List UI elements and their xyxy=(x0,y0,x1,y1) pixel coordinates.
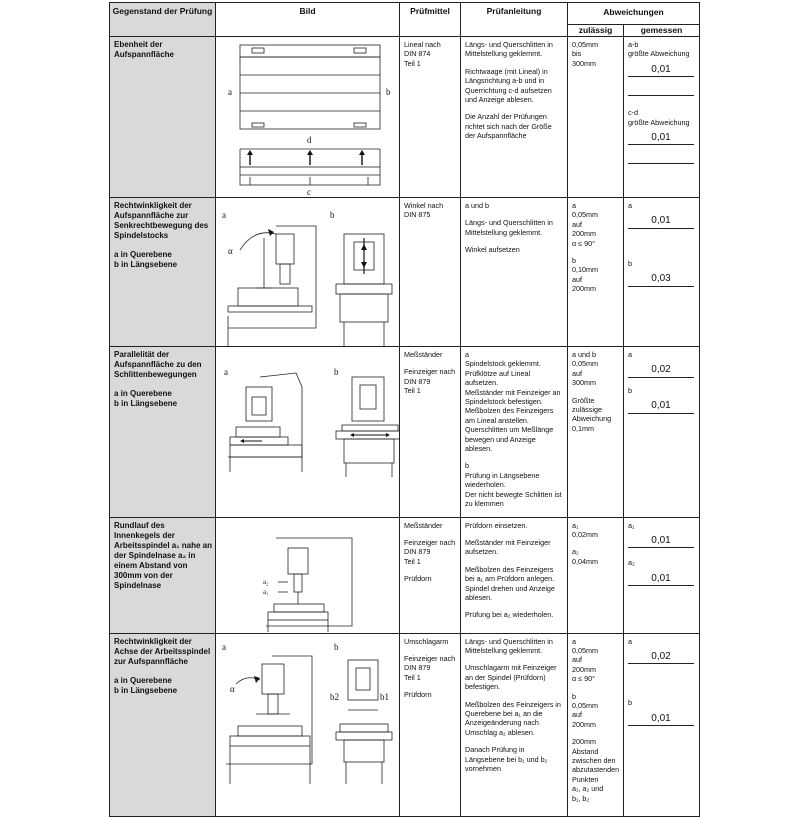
measured-value: 0,01 xyxy=(628,574,694,586)
row-subject: Rundlauf des Innenkegels der Arbeitsspindel a₁ nahe an der Spindelnase a₂ in einem Abstand von 300mm von der Spindelnase xyxy=(114,520,212,590)
allowed-value: 200mm Abstand zwischen den abzutastenden Punkten a₁, a₂ und b₁, b₂ xyxy=(572,737,620,803)
row-subject: Parallelität der Aufspannfläche zu den Schlittenbewegungen xyxy=(114,350,202,379)
instruction-line: Prüfung bei a₂ wiederholen. xyxy=(465,610,554,620)
header-image: Bild xyxy=(216,3,400,37)
blank-line xyxy=(628,77,694,96)
measured-value: 0,03 xyxy=(628,274,694,286)
header-measured: gemessen xyxy=(624,25,700,37)
measured-label: b xyxy=(628,698,632,708)
drawing-runout xyxy=(216,517,400,633)
header-instruction: Prüfanleitung xyxy=(461,3,568,37)
label-a: a xyxy=(222,210,226,220)
instruction-line: Umschlagarm mit Feinzeiger an der Spindel (Prüfdorn) befestigen. xyxy=(465,663,557,692)
measured-label: a xyxy=(628,636,632,646)
measured-label: b xyxy=(628,258,632,268)
row-tool: Feinzeiger nach DIN 879 Teil 1 xyxy=(404,537,456,566)
allowed-value: b 0,10mm auf 200mm xyxy=(572,256,598,294)
measured-value: 0,01 xyxy=(628,714,694,726)
instruction-line: b Prüfung in Längsebene wiederholen. Der nicht bewegte Schlitten ist zu klemmen xyxy=(465,461,562,509)
allowed-value: a 0,05mm auf 200mm α ≤ 90° xyxy=(572,636,598,684)
label-c: c xyxy=(307,187,311,197)
instruction-line: Prüfdorn einsetzen. xyxy=(465,520,528,530)
measured-label: c-d größte Abweichung xyxy=(628,108,690,127)
header-tool: Prüfmittel xyxy=(400,3,461,37)
drawing-parallelism xyxy=(216,347,400,518)
label-alpha: α xyxy=(228,246,233,256)
row-subject: Rechtwinkligkeit der Aufspannfläche zur Senkrechtbewegung des Spindelstocks xyxy=(114,201,209,240)
label-d: d xyxy=(307,135,312,145)
instruction-line: Richtwaage (mit Lineal) in Längsrichtung a-b und in Querrichtung c-d aufsetzen und Anzeige ablesen. xyxy=(465,66,552,105)
measured-value: 0,02 xyxy=(628,652,694,664)
instruction-line: Meßbolzen des Feinzeigers bei a₁ am Prüfdorn anlegen. Spindel drehen und Anzeige ablesen. xyxy=(465,564,555,602)
allowed-value: b 0,05mm auf 200mm xyxy=(572,691,598,729)
measured-label: a xyxy=(628,350,632,359)
instruction-line: Die Anzahl der Prüfungen richtet sich nach der Größe der Aufspannfläche xyxy=(465,112,552,141)
measured-value: 0,01 xyxy=(628,536,694,548)
table-row xyxy=(110,198,700,347)
row-tool: Winkel nach DIN 875 xyxy=(404,201,444,220)
instruction-line: a und b xyxy=(465,201,489,210)
instruction-line: Meßständer mit Feinzeiger aufsetzen. xyxy=(465,537,551,557)
header-allowed: zulässig xyxy=(568,25,624,37)
label-b: b xyxy=(334,367,339,377)
label-a: a xyxy=(224,367,228,377)
row-tool: Prüfdorn xyxy=(404,690,432,700)
allowed-value: 0,05mm bis 300mm xyxy=(572,40,598,68)
measured-label: a₁ xyxy=(628,520,635,530)
table-row xyxy=(110,633,700,816)
instruction-line: a Spindelstock geklemmt. Prüfklötze auf Lineal aufsetzen. Meßständer mit Feinzeiger an Spindelstock befestigen. Meßbolzen des Feinzeigers am Lineal anstellen. Querschlitten um Meßlänge bewegen und Anzeige ablesen. xyxy=(465,350,561,454)
measured-label: a xyxy=(628,201,632,210)
label-b2: b2 xyxy=(330,691,339,702)
label-b: b xyxy=(330,210,335,220)
table-row xyxy=(110,37,700,198)
row-subject-planes: a in Querebene b in Längsebene xyxy=(114,389,178,408)
measured-label: a-b größte Abweichung xyxy=(628,40,690,59)
inspection-table xyxy=(109,2,700,817)
instruction-line: Längs- und Querschlitten in Mittelstellung geklemmt. xyxy=(465,40,553,59)
measured-value: 0,02 xyxy=(628,365,694,377)
measured-value: 0,01 xyxy=(628,133,694,145)
instruction-line: Winkel aufsetzen xyxy=(465,245,520,255)
drawing-perpendicularity xyxy=(216,198,400,347)
allowed-value: a und b 0,05mm auf 300mm xyxy=(572,350,598,388)
row-tool: Meßständer xyxy=(404,520,443,530)
label-a1: a₁ xyxy=(263,587,269,596)
allowed-value: Größte zulässige Abweichung 0,1mm xyxy=(572,395,612,433)
measured-value: 0,01 xyxy=(628,216,694,228)
allowed-value: a₁ 0,02mm xyxy=(572,520,598,539)
label-a: a xyxy=(228,87,232,97)
measured-value: 0,01 xyxy=(628,65,694,77)
table-row xyxy=(110,517,700,633)
measured-value: 0,01 xyxy=(628,401,694,413)
measured-label: b xyxy=(628,385,632,395)
label-b1: b1 xyxy=(380,691,389,702)
drawing-flatness xyxy=(216,37,400,198)
row-subject-planes: a in Querebene b in Längsebene xyxy=(114,250,178,269)
row-subject: Ebenheit der Aufspannfläche xyxy=(114,40,175,59)
header-subject: Gegenstand der Prüfung xyxy=(110,3,216,37)
row-tool: Umschlagarm xyxy=(404,636,449,646)
label-a2: a₂ xyxy=(263,577,269,586)
row-tool: Prüfdorn xyxy=(404,574,432,584)
measured-label: a₂ xyxy=(628,558,635,568)
row-tool: Feinzeiger nach DIN 879 Teil 1 xyxy=(404,367,456,396)
row-subject-planes: a in Querebene b in Längsebene xyxy=(114,675,178,695)
allowed-value: a₂ 0,04mm xyxy=(572,547,598,566)
instruction-line: Danach Prüfung in Längsebene bei b₁ und b₂ vornehmen xyxy=(465,745,548,773)
table-row xyxy=(110,347,700,518)
row-tool: Feinzeiger nach DIN 879 Teil 1 xyxy=(404,653,456,682)
instruction-line: Meßbolzen des Feinzeigers in Querebene bei a₁ an die Anzeigeänderung nach Umschlag a₂ ablesen. xyxy=(465,699,561,737)
label-b: b xyxy=(334,641,339,652)
row-subject: Rechtwinkligkeit der Achse der Arbeitsspindel zur Aufspannfläche xyxy=(114,636,211,666)
header-deviations: Abweichungen xyxy=(568,3,700,25)
row-tool: Meßständer xyxy=(404,350,443,359)
blank-line xyxy=(628,145,694,164)
row-tool: Lineal nach DIN 874 Teil 1 xyxy=(404,40,441,68)
drawing-spindle-axis xyxy=(216,633,400,816)
instruction-line: Längs- und Querschlitten in Mittelstellung geklemmt. xyxy=(465,636,553,655)
label-b: b xyxy=(386,87,391,97)
allowed-value: a 0,05mm auf 200mm α ≤ 90° xyxy=(572,201,598,248)
label-alpha: α xyxy=(230,683,235,694)
instruction-line: Längs- und Querschlitten in Mittelstellung geklemmt. xyxy=(465,218,553,237)
label-a: a xyxy=(222,641,226,652)
